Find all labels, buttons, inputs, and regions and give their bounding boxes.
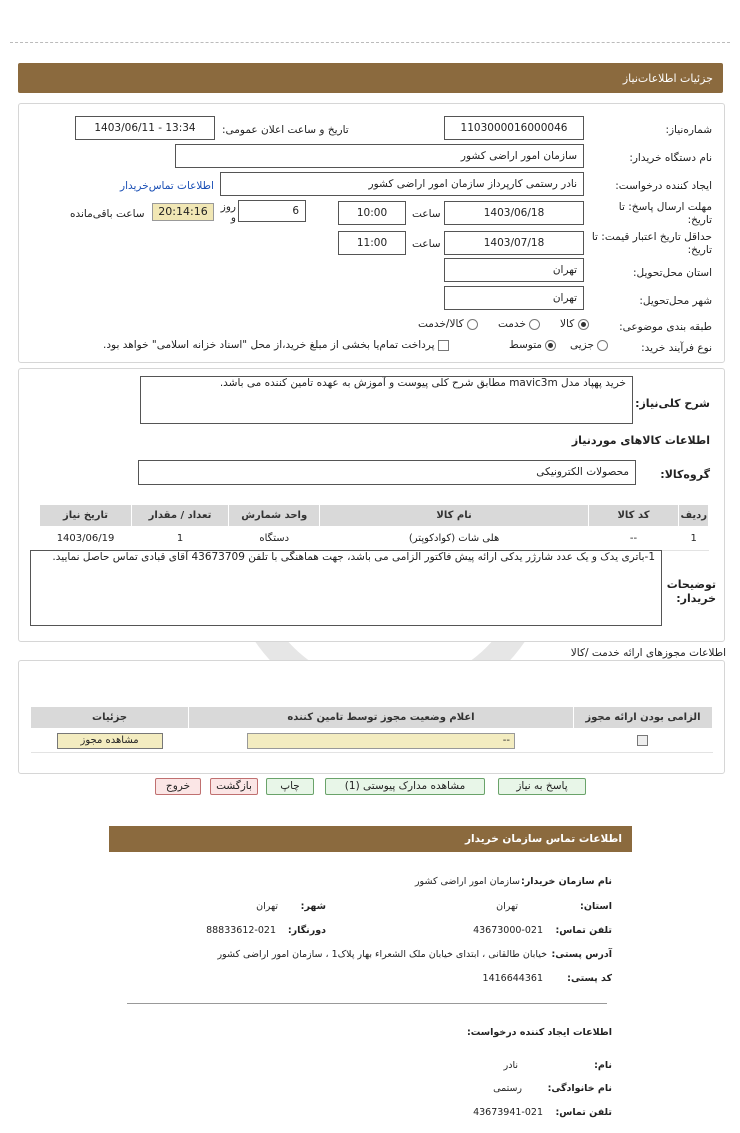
radio-checked-icon — [578, 319, 589, 330]
remaining-label: ساعت باقی‌مانده — [70, 208, 145, 220]
category-option-goods-service[interactable]: کالا/خدمت — [418, 318, 478, 330]
description-label: شرح کلی‌نیاز: — [635, 397, 710, 410]
col-permit-required: الزامی بودن ارائه مجوز — [573, 707, 712, 729]
radio-unchecked-icon — [467, 319, 478, 330]
radio-checked-icon — [545, 340, 556, 351]
creator-phone-label: تلفن تماس: — [555, 1107, 612, 1118]
deadline-time-field: 10:00 — [338, 201, 406, 225]
permits-title: اطلاعات مجوزهای ارائه خدمت /کالا — [570, 647, 726, 659]
creator-last-name-value: رستمی — [493, 1083, 522, 1094]
contact-phone-label: تلفن تماس: — [555, 925, 612, 936]
radio-unchecked-icon — [529, 319, 540, 330]
city-label: شهر محل‌تحویل: — [639, 295, 712, 307]
goods-table — [39, 504, 709, 551]
announce-date-label: تاریخ و ساعت اعلان عمومی: — [222, 124, 349, 136]
buyer-org-label: نام دستگاه خریدار: — [629, 152, 712, 164]
contact-address-value: خیابان طالقانی ، ابتدای خیابان ملک الشعراء بهار پلاک1 ، سازمان امور اراضی کشور — [217, 949, 547, 960]
exit-button[interactable]: خروج — [155, 778, 201, 795]
process-option-minor[interactable]: جزیی — [570, 339, 608, 351]
page-title: جزئیات اطلاعات‌نیاز — [622, 72, 713, 85]
creator-label: ایجاد کننده درخواست: — [615, 180, 712, 192]
creator-phone-value: 43673941-021 — [473, 1107, 543, 1118]
category-label: طبقه بندی موضوعی: — [619, 321, 712, 333]
buyer-notes-field: 1-باتری یدک و یک عدد شارژر یدکی ارائه پیش فاکتور الزامی می باشد، جهت هماهنگی با تلفن 43673709 آقای قبادی تماس حاصل نمایید. — [30, 550, 662, 626]
validity-time-label: ساعت — [412, 238, 441, 250]
announce-date-field: 1403/06/11 - 13:34 — [75, 116, 215, 140]
need-number-field: 1103000016000046 — [444, 116, 584, 140]
province-field: تهران — [444, 258, 584, 282]
category-option-service[interactable]: خدمت — [498, 318, 540, 330]
checkbox-unchecked-icon — [438, 340, 449, 351]
attachments-button[interactable]: مشاهده مدارک پیوستی (1) — [325, 778, 485, 795]
days-label: روز و — [220, 201, 236, 224]
validity-time-field: 11:00 — [338, 231, 406, 255]
contact-postal-label: کد پستی: — [567, 973, 612, 984]
goods-table-header — [40, 505, 709, 527]
buyer-org-field: سازمان امور اراضی کشور — [175, 144, 584, 168]
contact-title: اطلاعات تماس سازمان خریدار — [465, 833, 622, 845]
cell-code: -- — [588, 527, 679, 551]
cell-name: هلی شات (کوادکوپتر) — [320, 527, 588, 551]
category-option-goods[interactable]: کالا — [560, 318, 589, 330]
checkbox-checked-icon — [637, 735, 648, 746]
cell-unit: دستگاه — [228, 527, 319, 551]
col-name: نام کالا — [320, 505, 588, 527]
table-row — [31, 729, 713, 753]
contact-city-value: تهران — [256, 901, 278, 912]
permits-table — [30, 706, 713, 753]
contact-address-label: آدرس پستی: — [551, 949, 612, 960]
creator-field: نادر رستمی کارپرداز سازمان امور اراضی کشور — [220, 172, 584, 196]
creator-first-name-value: نادر — [503, 1060, 518, 1071]
city-field: تهران — [444, 286, 584, 310]
treasury-payment-option[interactable]: پرداخت تمام‌یا بخشی از مبلغ خرید،از محل "اسناد خزانه اسلامی" خواهد بود. — [103, 339, 449, 351]
col-row: ردیف — [679, 505, 709, 527]
deadline-time-label: ساعت — [412, 208, 441, 220]
reply-button[interactable]: پاسخ به نیاز — [498, 778, 586, 795]
goods-info-label: اطلاعات کالاهای موردنیاز — [571, 434, 710, 447]
top-dashed-line — [10, 42, 730, 43]
description-field: خرید پهپاد مدل mavic3m مطابق شرح کلی پیوست و آموزش به عهده تامین کننده می باشد. — [140, 376, 633, 424]
contact-divider — [127, 1003, 607, 1004]
page-header-bar — [18, 63, 723, 93]
goods-group-field: محصولات الکترونیکی — [138, 460, 636, 485]
col-date: تاریخ نیاز — [40, 505, 132, 527]
process-option-medium[interactable]: متوسط — [509, 339, 556, 351]
col-permit-details: جزئیات — [31, 707, 189, 729]
contact-province-value: تهران — [496, 901, 518, 912]
contact-fax-value: 88833612-021 — [206, 925, 276, 936]
buyer-notes-label: توضیحات خریدار: — [666, 578, 716, 605]
contact-phone-value: 43673000-021 — [473, 925, 543, 936]
back-button[interactable]: بازگشت — [210, 778, 258, 795]
contact-org-label: نام سازمان خریدار: — [521, 876, 612, 887]
cell-row: 1 — [679, 527, 709, 551]
contact-fax-label: دورنگار: — [287, 925, 326, 936]
permits-table-header — [31, 707, 713, 729]
buyer-contact-link[interactable]: اطلاعات تماس‌خریدار — [120, 180, 214, 192]
creator-first-name-label: نام: — [594, 1060, 612, 1071]
validity-date-field: 1403/07/18 — [444, 231, 584, 255]
print-button[interactable]: چاپ — [266, 778, 314, 795]
cell-date: 1403/06/19 — [40, 527, 132, 551]
contact-header-bar — [109, 826, 632, 852]
deadline-date-field: 1403/06/18 — [444, 201, 584, 225]
radio-unchecked-icon — [597, 340, 608, 351]
creator-info-title: اطلاعات ایجاد کننده درخواست: — [466, 1027, 612, 1038]
contact-org-value: سازمان امور اراضی کشور — [414, 876, 520, 887]
contact-city-label: شهر: — [300, 901, 326, 912]
permit-status-field: -- — [247, 733, 515, 749]
validity-label: حداقل تاریخ اعتبار قیمت: تا تاریخ: — [591, 231, 712, 256]
table-row — [40, 527, 709, 551]
view-permit-button[interactable]: مشاهده مجوز — [57, 733, 163, 749]
contact-postal-value: 1416644361 — [482, 973, 543, 984]
goods-group-label: گروه‌کالا: — [660, 468, 710, 481]
deadline-label: مهلت ارسال پاسخ: تا تاریخ: — [618, 201, 712, 226]
col-code: کد کالا — [588, 505, 679, 527]
creator-last-name-label: نام خانوادگی: — [547, 1083, 612, 1094]
need-number-label: شماره‌نیاز: — [665, 124, 712, 136]
contact-province-label: استان: — [580, 901, 612, 912]
col-permit-status: اعلام وضعیت مجوز توسط تامین کننده — [189, 707, 574, 729]
cell-qty: 1 — [132, 527, 229, 551]
days-field: 6 — [238, 200, 306, 222]
process-label: نوع فرآیند خرید: — [641, 342, 712, 354]
col-qty: تعداد / مقدار — [132, 505, 229, 527]
remaining-timer: 20:14:16 — [152, 203, 214, 221]
province-label: استان محل‌تحویل: — [632, 267, 712, 279]
col-unit: واحد شمارش — [228, 505, 319, 527]
